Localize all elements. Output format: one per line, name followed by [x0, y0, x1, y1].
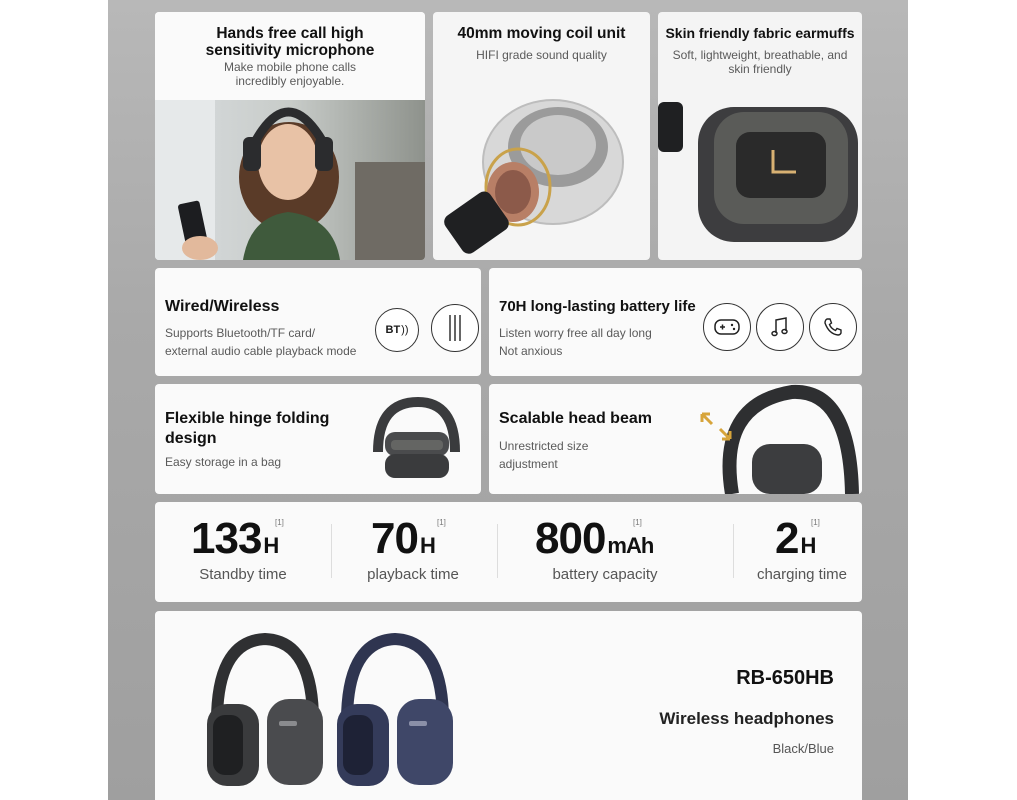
stat-value: 2 — [775, 514, 799, 563]
stat-footnote: [1] — [275, 518, 284, 527]
feature-card-driver — [433, 12, 650, 260]
stat-footnote: [1] — [437, 518, 446, 527]
stat-divider — [733, 524, 734, 578]
feature-subtitle-line2: Not anxious — [499, 344, 563, 358]
feature-subtitle: HIFI grade sound quality — [476, 48, 607, 62]
feature-title: Hands free call high sensitivity microphone — [205, 25, 375, 59]
product-colors: Black/Blue — [772, 741, 834, 756]
cable-icon — [431, 304, 479, 352]
stat-label: battery capacity — [552, 566, 658, 583]
stat-divider — [497, 524, 498, 578]
stat-value: 133 — [191, 514, 262, 563]
gamepad-icon — [703, 303, 751, 351]
stat-label: Standby time — [199, 566, 287, 583]
stat-value: 800 — [535, 514, 606, 563]
bluetooth-icon — [375, 308, 419, 352]
feature-subtitle-line2: adjustment — [499, 457, 558, 471]
feature-subtitle-line2: external audio cable playback mode — [165, 344, 357, 358]
product-card — [155, 611, 862, 800]
stat-unit: mAh — [607, 533, 654, 558]
feature-card-head-beam — [489, 384, 862, 494]
driver-unit-illustration — [433, 12, 650, 260]
folded-headphones-illustration — [363, 392, 473, 492]
feature-subtitle-line1: Unrestricted size — [499, 439, 589, 453]
stat-footnote: [1] — [633, 518, 642, 527]
product-sheet — [108, 0, 908, 800]
earmuff-illustration — [658, 12, 862, 260]
music-note-icon — [756, 303, 804, 351]
feature-subtitle: Easy storage in a bag — [165, 455, 282, 469]
bt-label: BT — [385, 324, 401, 336]
blue-headphones-image — [335, 629, 455, 789]
stat-unit: H — [419, 533, 435, 558]
feature-card-wired-wireless — [155, 268, 481, 376]
feature-subtitle: Soft, lightweight, breathable, and skin friendly — [672, 48, 848, 76]
feature-title: Scalable head beam — [499, 410, 652, 427]
feature-subtitle-line1: Supports Bluetooth/TF card/ — [165, 326, 316, 340]
feature-title-line2: design — [165, 430, 217, 447]
stat-value: 70 — [371, 514, 418, 563]
feature-title: 40mm moving coil unit — [457, 25, 626, 42]
stat-unit: H — [800, 533, 816, 558]
feature-subtitle-line1: Listen worry free all day long — [499, 326, 652, 340]
feature-subtitle: Make mobile phone calls incredibly enjoyable. — [223, 60, 357, 88]
stat-unit: H — [263, 533, 279, 558]
black-headphones-image — [205, 629, 325, 789]
feature-title-line1: Flexible hinge folding — [165, 410, 330, 427]
stat-label: playback time — [367, 566, 459, 583]
product-model: RB-650HB — [736, 667, 834, 689]
feature-card-battery — [489, 268, 862, 376]
stat-label: charging time — [756, 566, 848, 583]
product-name: Wireless headphones — [659, 709, 834, 728]
stat-footnote: [1] — [811, 518, 820, 527]
feature-card-earmuffs — [658, 12, 862, 260]
stats-card — [155, 502, 862, 602]
stat-divider — [331, 524, 332, 578]
phone-icon — [809, 303, 857, 351]
feature-card-microphone — [155, 12, 425, 260]
head-beam-illustration — [672, 384, 862, 494]
feature-card-hinge — [155, 384, 481, 494]
wave-icon: )) — [401, 324, 409, 336]
feature-title: Wired/Wireless — [165, 298, 280, 315]
feature-title: 70H long-lasting battery life — [499, 298, 696, 315]
feature-title: Skin friendly fabric earmuffs — [665, 25, 855, 41]
